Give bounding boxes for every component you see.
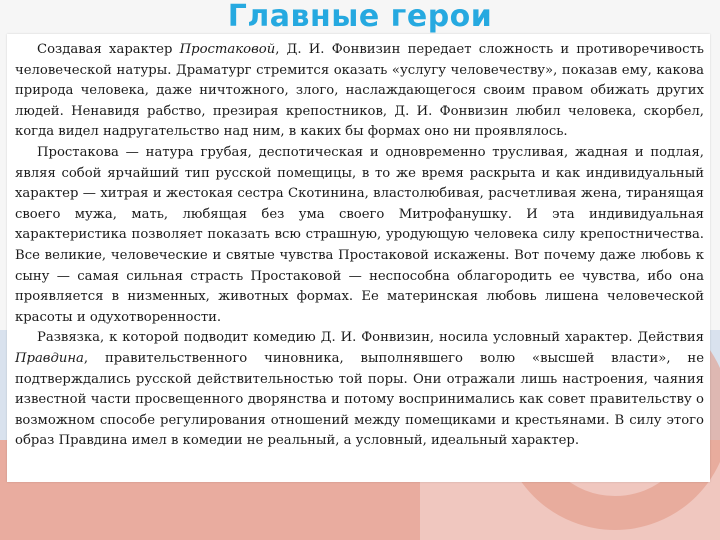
- paragraph-1-italic-name: Простаковой: [179, 42, 276, 57]
- paragraph-1-part-2: , Д. И. Фонвизин передает сложность и противоречивость человеческой натуры. Драматург стремится оказать «услугу человечеству», показав ему, какова природа человека, даже ничтожного, злого, наслаждающегося своим правом обижать других людей. Ненавидя рабство, презирая крепостников, Д. И. Фонвизин любил человека, скорбел, когда видел надругательство над ним, в каких бы формах оно ни проявлялось.: [15, 42, 704, 140]
- paragraph-3-part-2: , правительственного чиновника, выполнявшего волю «высшей власти», не подтверждались русской действительностью той поры. Они отражали лишь настроения, чаяния известной части просвещенного дворянства и потому воспринимались как совет правительству о возможном способе регулирования отношений между помещиками и крестьянами. В силу этого образ Правдина имел в комедии не реальный, а условный, идеальный характер.: [15, 350, 704, 449]
- paragraph-2: Простакова — натура грубая, деспотическая и одновременно трусливая, жадная и подлая, являя собой ярчайший тип русской помещицы, в то же время раскрыта и как индивидуальный характер — хитрая и жестокая сестра Скотинина, властолюбивая, расчетливая жена, тиранящая своего мужа, мать, любящая без ума своего Митрофанушку. И эта индивидуальная характеристика позволяет показать всю страшную, уродующую человека силу крепостничества. Все великие, человеческие и святые чувства Простаковой искажены. Вот почему даже любовь к сыну — самая сильная страсть Простаковой — неспособна облагородить ее чувства, ибо она проявляется в низменных, животных формах. Ее материнская любовь лишена человеческой красоты и одухотворенности.: [15, 144, 704, 325]
- slide-title: Главные герои: [227, 0, 493, 34]
- paragraph-1: [15, 40, 704, 143]
- paragraph-3-part-1: Развязка, к которой подводит комедию Д. И. Фонвизин, носила условный характер. Действия: [37, 330, 704, 346]
- paragraph-1-part-1: Создавая характер: [37, 42, 180, 57]
- paragraph-3: [15, 328, 704, 452]
- paragraph-3-italic-name: Правдина: [15, 350, 84, 366]
- scanned-text-page: [7, 34, 710, 482]
